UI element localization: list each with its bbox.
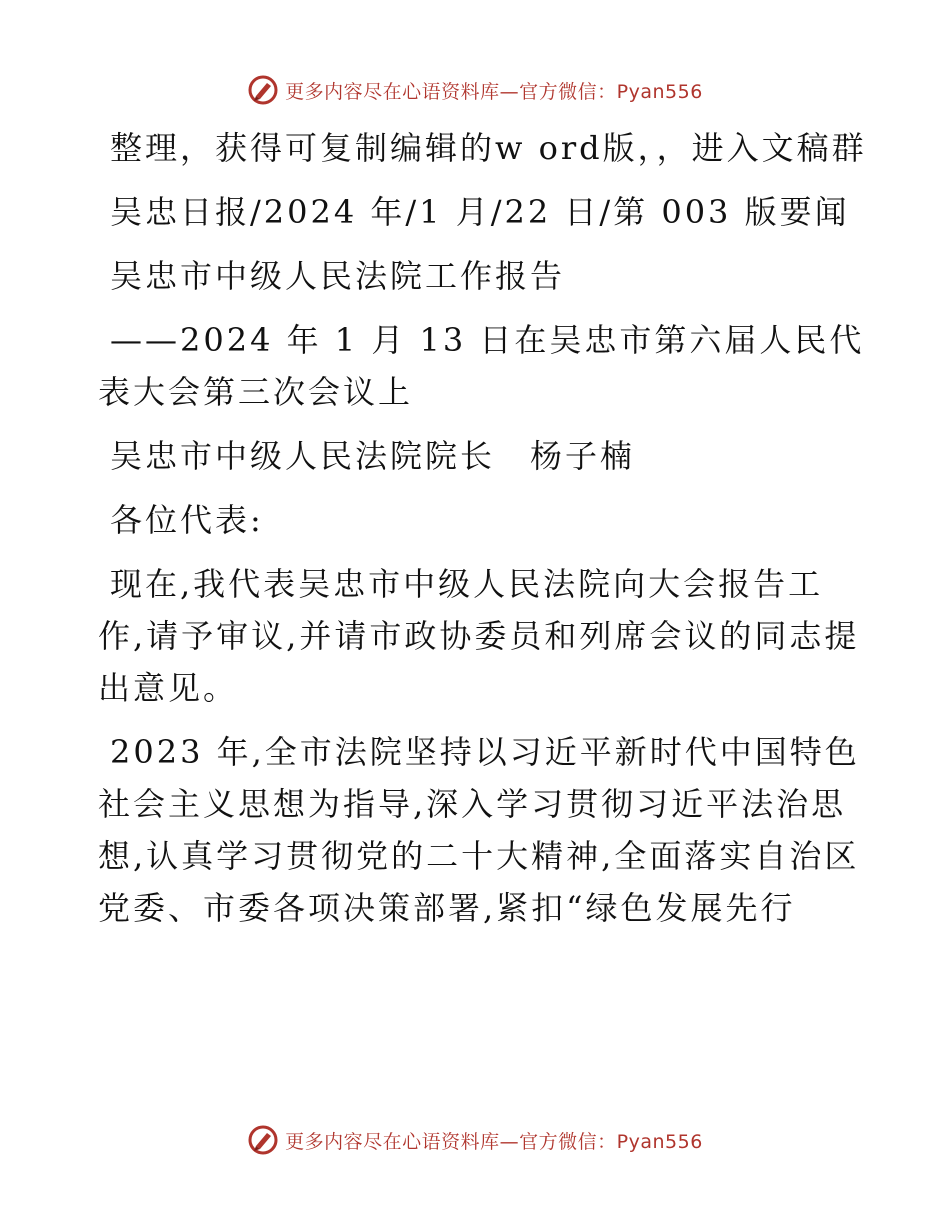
document-body <box>98 122 868 946</box>
header-banner-text: 更多内容尽在心语资料库—官方微信：Pyan556 <box>285 80 703 103</box>
pen-seal-logo-icon <box>247 74 279 106</box>
paragraph: 吴忠市中级人民法院工作报告 <box>110 257 566 295</box>
paragraph: 2023 年,全市法院坚持以习近平新时代中国特色社会主义思想为指导,深入学习贯彻习近平法治思想,认真学习贯彻党的二十大精神,全面落实自治区党委、市委各项决策部署,紧扣“绿色发展先行 <box>98 733 860 927</box>
paragraph: 现在,我代表吴忠市中级人民法院向大会报告工作,请予审议,并请市政协委员和列席会议的同志提出意见。 <box>98 565 860 707</box>
footer-banner <box>0 1120 950 1160</box>
footer-banner-text: 更多内容尽在心语资料库—官方微信：Pyan556 <box>285 1130 703 1153</box>
paragraph: ——2024 年 1 月 13 日在吴忠市第六届人民代表大会第三次会议上 <box>98 321 865 411</box>
paragraph: 吴忠日报/2024 年/1 月/22 日/第 003 版要闻 <box>110 193 850 231</box>
paragraph: 吴忠市中级人民法院院长 杨子楠 <box>110 437 636 475</box>
paragraph: 各位代表: <box>110 501 264 539</box>
pen-seal-logo-icon <box>247 1124 279 1156</box>
header-banner <box>0 70 950 110</box>
paragraph: 整理，获得可复制编辑的w ord版，，进入文稿群 <box>110 129 867 167</box>
